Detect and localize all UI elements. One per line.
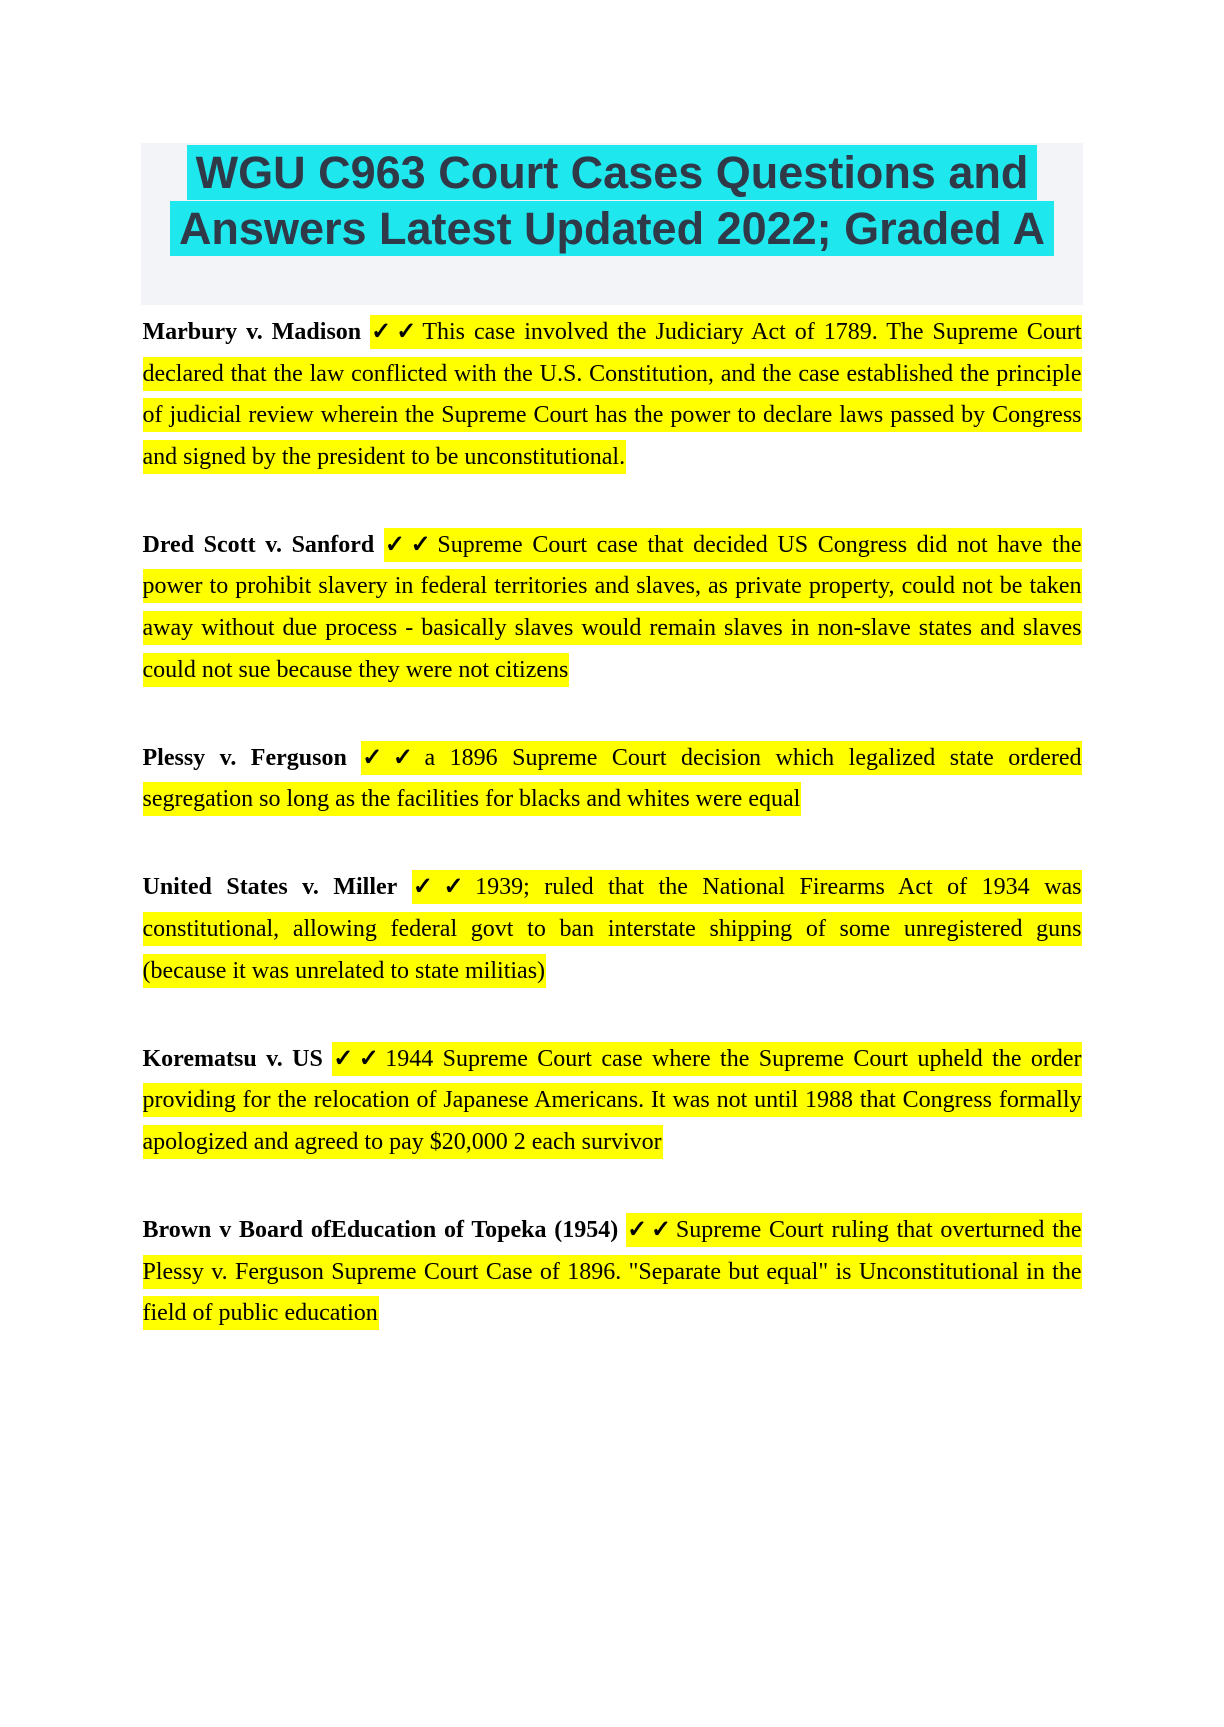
page-title-line-1 (141, 145, 1083, 201)
answer-text: Supreme Court case that decided US Congress did not have the power to prohibit slavery in federal territories and slaves, as private property, could not be taken away without due process - basically slaves would remain slaves in non-slave states and slaves could not sue because they were not citizens (142, 531, 1082, 683)
case-name: Plessy v. Ferguson (142, 744, 347, 771)
case-name: Dred Scott v. Sanford (142, 531, 375, 558)
title-highlight: Answers Latest Updated 2022; Graded A (170, 201, 1054, 256)
title-band (141, 143, 1083, 305)
qa-paragraph (143, 738, 1082, 821)
case-name: United States v. Miller (142, 874, 398, 901)
title-band-spacer (141, 257, 1083, 305)
double-checkmark-icon: ✓✓ (412, 874, 475, 901)
qa-paragraph (143, 312, 1082, 478)
document-body (143, 312, 1082, 1335)
title-highlight: WGU C963 Court Cases Questions and (187, 145, 1038, 200)
double-checkmark-icon: ✓✓ (333, 1045, 385, 1072)
case-name: Marbury v. Madison (142, 319, 362, 345)
double-checkmark-icon: ✓✓ (627, 1217, 675, 1243)
qa-paragraph (143, 1039, 1082, 1164)
double-checkmark-icon: ✓✓ (371, 319, 422, 345)
answer-text: This case involved the Judiciary Act of 1789. The Supreme Court declared that the law conflicted with the U.S. Constitution, and the case established the principle of judicial review wherein the Supreme Court has the power to declare laws passed by Congress and signed by the president to be unconstitutional. (142, 319, 1082, 470)
qa-paragraph (143, 867, 1082, 992)
answer-text: Supreme Court ruling that overturned the Plessy v. Ferguson Supreme Court Case of 1896. "Separate but equal" is Unconstitutional in the field of public education (142, 1217, 1082, 1327)
qa-paragraph (143, 1210, 1082, 1335)
double-checkmark-icon: ✓✓ (362, 744, 424, 771)
page-title-line-2 (141, 201, 1083, 257)
answer-text: 1944 Supreme Court case where the Supreme Court upheld the order providing for the relocation of Japanese Americans. It was not until 1988 that Congress formally apologized and agreed to pay $20,000 2 each survivor (142, 1045, 1082, 1155)
double-checkmark-icon: ✓✓ (384, 531, 437, 558)
answer-text: 1939; ruled that the National Firearms Act of 1934 was constitutional, allowing federal govt to ban interstate shipping of some unregistered guns (because it was unrelated to state militias) (142, 874, 1082, 984)
qa-paragraph (143, 525, 1082, 691)
case-name: Brown v Board ofEducation of Topeka (1954) (142, 1217, 619, 1243)
page-title (141, 145, 1083, 257)
case-name: Korematsu v. US (142, 1045, 323, 1072)
document-page (0, 143, 1224, 1727)
answer-text: a 1896 Supreme Court decision which legalized state ordered segregation so long as the facilities for blacks and whites were equal (142, 744, 1082, 813)
